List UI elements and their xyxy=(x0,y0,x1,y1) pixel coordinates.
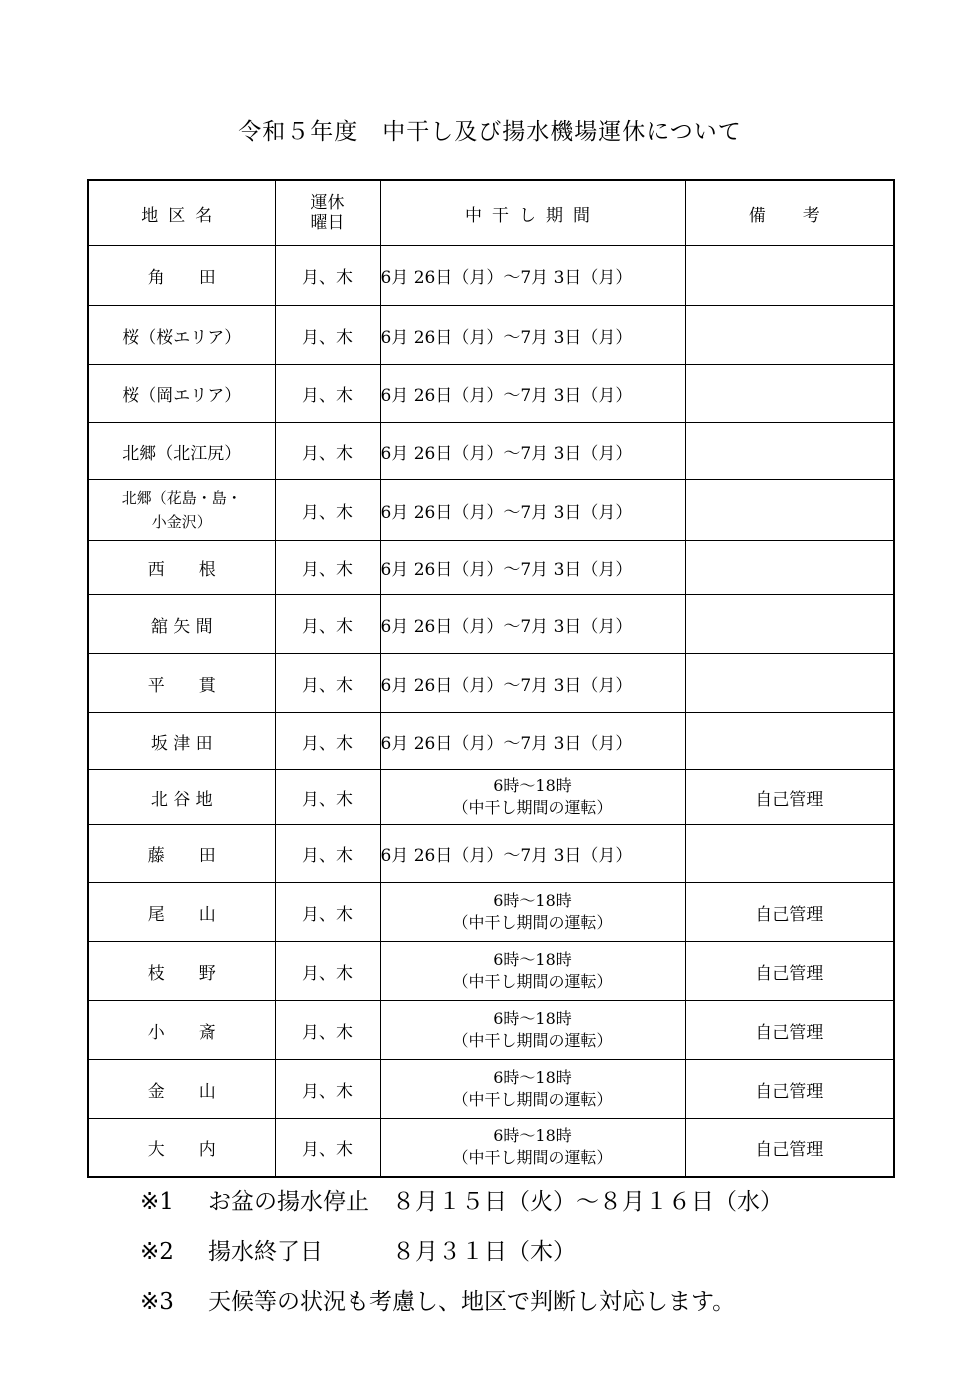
period-cell: 6月 26日（月）～7月 3日（月） xyxy=(380,713,685,770)
notes-cell xyxy=(685,541,894,595)
district-cell: 枝 野 xyxy=(88,942,275,1001)
notes-cell xyxy=(685,825,894,883)
notes-cell: 自己管理 xyxy=(685,1060,894,1119)
period-hours: 6時～18時 xyxy=(493,891,572,910)
district-cell: 大 内 xyxy=(88,1119,275,1177)
district-cell: 北 谷 地 xyxy=(88,770,275,825)
period-cell xyxy=(380,942,685,1001)
table-row xyxy=(88,595,894,654)
period-cell xyxy=(380,1119,685,1177)
notes-cell: 自己管理 xyxy=(685,1119,894,1177)
district-cell: 坂 津 田 xyxy=(88,713,275,770)
notes-cell xyxy=(685,480,894,541)
table-row xyxy=(88,480,894,541)
footnote-mark: ※1 xyxy=(140,1189,174,1215)
closed-days-cell: 月、木 xyxy=(275,770,380,825)
period-hours: 6時～18時 xyxy=(493,1068,572,1087)
closed-days-cell: 月、木 xyxy=(275,654,380,713)
table-row xyxy=(88,365,894,423)
closed-days-cell: 月、木 xyxy=(275,595,380,654)
period-cell: 6月 26日（月）～7月 3日（月） xyxy=(380,654,685,713)
table-row xyxy=(88,883,894,942)
table-row xyxy=(88,1119,894,1177)
closed-days-cell: 月、木 xyxy=(275,942,380,1001)
table-row xyxy=(88,713,894,770)
footnote-1 xyxy=(140,1180,940,1224)
district-cell: 桜（岡エリア） xyxy=(88,365,275,423)
table-row xyxy=(88,942,894,1001)
closed-days-cell: 月、木 xyxy=(275,825,380,883)
footnote-text: お盆の揚水停止 ８月１５日（火）～８月１６日（水） xyxy=(208,1189,783,1215)
closed-days-cell: 月、木 xyxy=(275,306,380,365)
district-cell: 北郷（花島・島・ 小金沢） xyxy=(88,480,275,541)
table-row xyxy=(88,246,894,306)
table-row xyxy=(88,770,894,825)
period-hours: 6時～18時 xyxy=(493,1126,572,1146)
footnote-text: 揚水終了日 ８月３１日（木） xyxy=(208,1239,576,1265)
header-closed-line1: 運休 xyxy=(310,193,345,213)
period-cell: 6月 26日（月）～7月 3日（月） xyxy=(380,246,685,306)
period-cell: 6月 26日（月）～7月 3日（月） xyxy=(380,541,685,595)
period-hours: 6時～18時 xyxy=(493,1009,572,1028)
table-header-row xyxy=(88,180,894,246)
page-title: 令和５年度 中干し及び揚水機場運休について xyxy=(238,119,742,145)
period-cell xyxy=(380,883,685,942)
notes-cell xyxy=(685,306,894,365)
table-row xyxy=(88,1001,894,1060)
footnote-mark: ※2 xyxy=(140,1239,174,1265)
footnotes xyxy=(140,1180,940,1330)
district-cell: 角 田 xyxy=(88,246,275,306)
district-cell: 舘 矢 間 xyxy=(88,595,275,654)
district-cell: 西 根 xyxy=(88,541,275,595)
period-note: （中干し期間の運転） xyxy=(452,1090,613,1109)
district-cell: 桜（桜エリア） xyxy=(88,306,275,365)
table-row xyxy=(88,654,894,713)
schedule-table xyxy=(87,179,895,1178)
closed-days-cell: 月、木 xyxy=(275,423,380,480)
header-closed-days xyxy=(275,180,380,246)
header-period: 中干し期間 xyxy=(380,180,685,246)
period-cell: 6月 26日（月）～7月 3日（月） xyxy=(380,595,685,654)
closed-days-cell: 月、木 xyxy=(275,246,380,306)
district-cell: 平 貫 xyxy=(88,654,275,713)
header-closed-line2: 曜日 xyxy=(310,213,345,233)
header-district: 地区名 xyxy=(88,180,275,246)
closed-days-cell: 月、木 xyxy=(275,541,380,595)
footnote-text: 天候等の状況も考慮し、地区で判断し対応します。 xyxy=(208,1289,736,1315)
period-note: （中干し期間の運転） xyxy=(452,972,613,991)
period-cell xyxy=(380,770,685,825)
period-hours: 6時～18時 xyxy=(493,950,572,969)
closed-days-cell: 月、木 xyxy=(275,365,380,423)
notes-cell: 自己管理 xyxy=(685,770,894,825)
notes-cell xyxy=(685,654,894,713)
period-cell xyxy=(380,1060,685,1119)
district-cell: 藤 田 xyxy=(88,825,275,883)
district-cell: 北郷（北江尻） xyxy=(88,423,275,480)
period-cell xyxy=(380,1001,685,1060)
notes-cell xyxy=(685,246,894,306)
district-cell: 小 斎 xyxy=(88,1001,275,1060)
district-cell: 尾 山 xyxy=(88,883,275,942)
notes-cell xyxy=(685,423,894,480)
table-row xyxy=(88,306,894,365)
period-note: （中干し期間の運転） xyxy=(452,913,613,932)
table-row xyxy=(88,825,894,883)
closed-days-cell: 月、木 xyxy=(275,713,380,770)
period-hours: 6時～18時 xyxy=(493,776,572,795)
closed-days-cell: 月、木 xyxy=(275,480,380,541)
period-cell: 6月 26日（月）～7月 3日（月） xyxy=(380,480,685,541)
header-notes: 備 考 xyxy=(685,180,894,246)
period-cell: 6月 26日（月）～7月 3日（月） xyxy=(380,825,685,883)
notes-cell xyxy=(685,713,894,770)
footnote-mark: ※3 xyxy=(140,1289,174,1315)
table-row xyxy=(88,541,894,595)
closed-days-cell: 月、木 xyxy=(275,1060,380,1119)
period-note: （中干し期間の運転） xyxy=(452,798,613,817)
district-cell: 金 山 xyxy=(88,1060,275,1119)
notes-cell xyxy=(685,365,894,423)
period-cell: 6月 26日（月）～7月 3日（月） xyxy=(380,306,685,365)
table-row xyxy=(88,1060,894,1119)
period-cell: 6月 26日（月）～7月 3日（月） xyxy=(380,365,685,423)
closed-days-cell: 月、木 xyxy=(275,883,380,942)
table-row xyxy=(88,423,894,480)
footnote-2 xyxy=(140,1230,940,1274)
notes-cell: 自己管理 xyxy=(685,942,894,1001)
notes-cell: 自己管理 xyxy=(685,1001,894,1060)
footnote-3 xyxy=(140,1280,940,1324)
closed-days-cell: 月、木 xyxy=(275,1001,380,1060)
notes-cell: 自己管理 xyxy=(685,883,894,942)
notes-cell xyxy=(685,595,894,654)
closed-days-cell: 月、木 xyxy=(275,1119,380,1177)
table-body xyxy=(88,246,894,1177)
period-note: （中干し期間の運転） xyxy=(452,1031,613,1050)
period-cell: 6月 26日（月）～7月 3日（月） xyxy=(380,423,685,480)
period-note: （中干し期間の運転） xyxy=(452,1148,613,1168)
